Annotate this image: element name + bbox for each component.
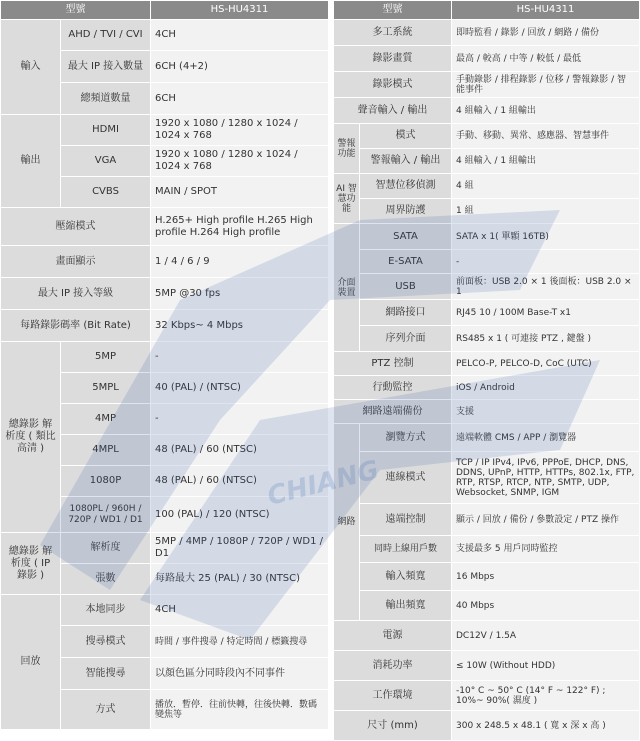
- group-interface: 介面 裝置: [334, 224, 360, 352]
- right-header-label: 型號: [334, 1, 452, 20]
- row-value: RJ45 10 / 100M Base-T x1: [452, 300, 640, 326]
- table-row: [334, 174, 640, 199]
- row-value: 1920 x 1080 / 1280 x 1024 / 1024 x 768: [151, 146, 329, 177]
- row-value: 4 組: [452, 174, 640, 199]
- table-row: [1, 115, 329, 146]
- row-value: 支援: [452, 400, 640, 424]
- table-row: [334, 711, 640, 741]
- table-row: [334, 326, 640, 352]
- row-value: 1920 x 1080 / 1280 x 1024 / 1024 x 768: [151, 115, 329, 146]
- row-value: 4CH: [151, 595, 329, 626]
- row-label: 壓縮模式: [1, 208, 151, 246]
- row-value: 32 Kbps~ 4 Mbps: [151, 310, 329, 342]
- row-value: ≤ 10W (Without HDD): [452, 651, 640, 681]
- row-value: 5MP @30 fps: [151, 278, 329, 310]
- row-label: 解析度: [61, 533, 151, 564]
- table-row: [334, 224, 640, 250]
- row-label: CVBS: [61, 177, 151, 208]
- row-label: 周界防護: [360, 199, 452, 224]
- row-label: 方式: [61, 690, 151, 730]
- table-row: [334, 149, 640, 174]
- table-row: [1, 310, 329, 342]
- row-label: 電源: [334, 621, 452, 651]
- row-value: H.265+ High profile H.265 High profile H.264 High profile: [151, 208, 329, 246]
- row-label: 4MP: [61, 404, 151, 435]
- row-label: 錄影畫質: [334, 46, 452, 72]
- row-label: 工作環境: [334, 681, 452, 711]
- row-value: PELCO-P, PELCO-D, CoC (UTC): [452, 352, 640, 376]
- row-value: -: [151, 404, 329, 435]
- row-label: 1080P: [61, 466, 151, 497]
- row-label: 多工系統: [334, 20, 452, 46]
- row-value: 5MP / 4MP / 1080P / 720P / WD1 / D1: [151, 533, 329, 564]
- table-row: [334, 352, 640, 376]
- row-value: RS485 x 1 ( 可連接 PTZ , 鍵盤 ): [452, 326, 640, 352]
- row-value: 300 x 248.5 x 48.1 ( 寬 x 深 x 高 ): [452, 711, 640, 741]
- table-row: [1, 208, 329, 246]
- table-row: [1, 342, 329, 373]
- row-label: 網路遠端備份: [334, 400, 452, 424]
- row-label: SATA: [360, 224, 452, 250]
- row-value: -: [151, 342, 329, 373]
- group-ip-resolution: 總錄影 解析度 ( IP 錄影 ): [1, 533, 61, 595]
- row-label: 張數: [61, 564, 151, 595]
- table-row: [334, 124, 640, 149]
- row-label: E-SATA: [360, 250, 452, 274]
- row-label: VGA: [61, 146, 151, 177]
- row-label: 4MPL: [61, 435, 151, 466]
- table-row: [334, 563, 640, 591]
- row-value: 手動、移動、異常、感應器、智慧事件: [452, 124, 640, 149]
- right-spec-table: [333, 0, 640, 741]
- right-header-row: [334, 1, 640, 20]
- row-value: 100 (PAL) / 120 (NTSC): [151, 497, 329, 533]
- row-label: 搜尋模式: [61, 626, 151, 658]
- row-value: -: [452, 250, 640, 274]
- group-input: 輸入: [1, 20, 61, 115]
- row-value: 40 (PAL) / (NTSC): [151, 373, 329, 404]
- row-value: 手動錄影 / 排程錄影 / 位移 / 警報錄影 / 智能事件: [452, 72, 640, 98]
- table-row: [334, 250, 640, 274]
- table-row: [334, 651, 640, 681]
- row-value: 40 Mbps: [452, 591, 640, 621]
- row-label: 模式: [360, 124, 452, 149]
- row-value: 6CH: [151, 83, 329, 115]
- row-label: 智能搜尋: [61, 658, 151, 690]
- left-header-model: HS-HU4311: [151, 1, 329, 20]
- table-row: [334, 72, 640, 98]
- row-label: 最大 IP 接入等級: [1, 278, 151, 310]
- row-label: 警報輸入 / 輸出: [360, 149, 452, 174]
- row-value: 每路最大 25 (PAL) / 30 (NTSC): [151, 564, 329, 595]
- table-row: [1, 246, 329, 278]
- row-value: 播放．暫停．往前快轉，往後快轉．數碼變焦等: [151, 690, 329, 730]
- table-row: [334, 46, 640, 72]
- row-label: 遠端控制: [360, 504, 452, 536]
- table-row: [334, 376, 640, 400]
- row-value: 16 Mbps: [452, 563, 640, 591]
- row-label: 最大 IP 接入數量: [61, 51, 151, 83]
- row-label: 同時上線用戶數: [360, 536, 452, 563]
- group-network: 網路: [334, 424, 360, 621]
- row-value: 即時監看 / 錄影 / 回放 / 網路 / 備份: [452, 20, 640, 46]
- row-label: 畫面顯示: [1, 246, 151, 278]
- table-row: [334, 504, 640, 536]
- table-row: [334, 199, 640, 224]
- row-value: -10° C ~ 50° C (14° F ~ 122° F) ; 10%~ 90%( 濕度 ): [452, 681, 640, 711]
- group-alarm: 警報 功能: [334, 124, 360, 174]
- left-header-label: 型號: [1, 1, 151, 20]
- table-row: [334, 681, 640, 711]
- row-value: TCP / IP IPv4, IPv6, PPPoE, DHCP, DNS, DDNS, UPnP, HTTP, HTTPs, 802.1x, FTP, RTP, RTSP, RTCP, NTP, SMTP, UDP, Websocket, SNMP, IGM: [452, 452, 640, 504]
- row-label: 消耗功率: [334, 651, 452, 681]
- row-value: DC12V / 1.5A: [452, 621, 640, 651]
- table-row: [334, 400, 640, 424]
- table-row: [334, 452, 640, 504]
- row-label: 瀏覽方式: [360, 424, 452, 452]
- table-row: [1, 533, 329, 564]
- row-value: 4CH: [151, 20, 329, 51]
- row-value: 4 組輸入 / 1 組輸出: [452, 149, 640, 174]
- table-row: [1, 595, 329, 626]
- row-label: 1080PL / 960H / 720P / WD1 / D1: [61, 497, 151, 533]
- row-value: 4 組輸入 / 1 組輸出: [452, 98, 640, 124]
- row-label: PTZ 控制: [334, 352, 452, 376]
- table-row: [334, 424, 640, 452]
- table-row: [334, 300, 640, 326]
- row-label: USB: [360, 274, 452, 300]
- left-header-row: [1, 1, 329, 20]
- row-label: 本地同步: [61, 595, 151, 626]
- row-value: MAIN / SPOT: [151, 177, 329, 208]
- row-label: 尺寸 (mm): [334, 711, 452, 741]
- row-label: 輸出頻寬: [360, 591, 452, 621]
- group-output: 輸出: [1, 115, 61, 208]
- row-value: SATA x 1( 單顆 16TB): [452, 224, 640, 250]
- row-value: 以顏色區分同時段內不同事件: [151, 658, 329, 690]
- row-value: 顯示 / 回放 / 備份 / 參數設定 / PTZ 操作: [452, 504, 640, 536]
- row-label: 總頻道數量: [61, 83, 151, 115]
- row-label: 聲音輸入 / 輸出: [334, 98, 452, 124]
- table-row: [334, 591, 640, 621]
- row-value: 1 組: [452, 199, 640, 224]
- table-row: [1, 278, 329, 310]
- row-label: AHD / TVI / CVI: [61, 20, 151, 51]
- row-value: 6CH (4+2): [151, 51, 329, 83]
- table-row: [334, 98, 640, 124]
- group-playback: 回放: [1, 595, 61, 730]
- row-label: 每路錄影碼率 (Bit Rate): [1, 310, 151, 342]
- row-value: 48 (PAL) / 60 (NTSC): [151, 435, 329, 466]
- row-label: 序列介面: [360, 326, 452, 352]
- row-label: 5MPL: [61, 373, 151, 404]
- row-value: 前面板：USB 2.0 × 1 後面板：USB 2.0 × 1: [452, 274, 640, 300]
- row-value: 48 (PAL) / 60 (NTSC): [151, 466, 329, 497]
- row-label: 輸入頻寬: [360, 563, 452, 591]
- table-row: [334, 536, 640, 563]
- table-row: [334, 621, 640, 651]
- row-label: 5MP: [61, 342, 151, 373]
- table-row: [334, 274, 640, 300]
- row-value: 最高 / 較高 / 中等 / 較低 / 最低: [452, 46, 640, 72]
- row-value: 遠端軟體 CMS / APP / 瀏覽器: [452, 424, 640, 452]
- row-value: iOS / Android: [452, 376, 640, 400]
- row-value: 時間 / 事件搜尋 / 特定時間 / 標籤搜尋: [151, 626, 329, 658]
- group-ai: AI 智 慧功 能: [334, 174, 360, 224]
- table-row: [334, 20, 640, 46]
- row-label: 錄影模式: [334, 72, 452, 98]
- table-row: [1, 20, 329, 51]
- row-label: 網路接口: [360, 300, 452, 326]
- row-label: 智慧位移偵測: [360, 174, 452, 199]
- row-value: 1 / 4 / 6 / 9: [151, 246, 329, 278]
- right-header-model: HS-HU4311: [452, 1, 640, 20]
- row-value: 支援最多 5 用戶同時監控: [452, 536, 640, 563]
- row-label: HDMI: [61, 115, 151, 146]
- row-label: 行動監控: [334, 376, 452, 400]
- row-label: 連線模式: [360, 452, 452, 504]
- group-analog-resolution: 總錄影 解析度 ( 類比高清 ): [1, 342, 61, 533]
